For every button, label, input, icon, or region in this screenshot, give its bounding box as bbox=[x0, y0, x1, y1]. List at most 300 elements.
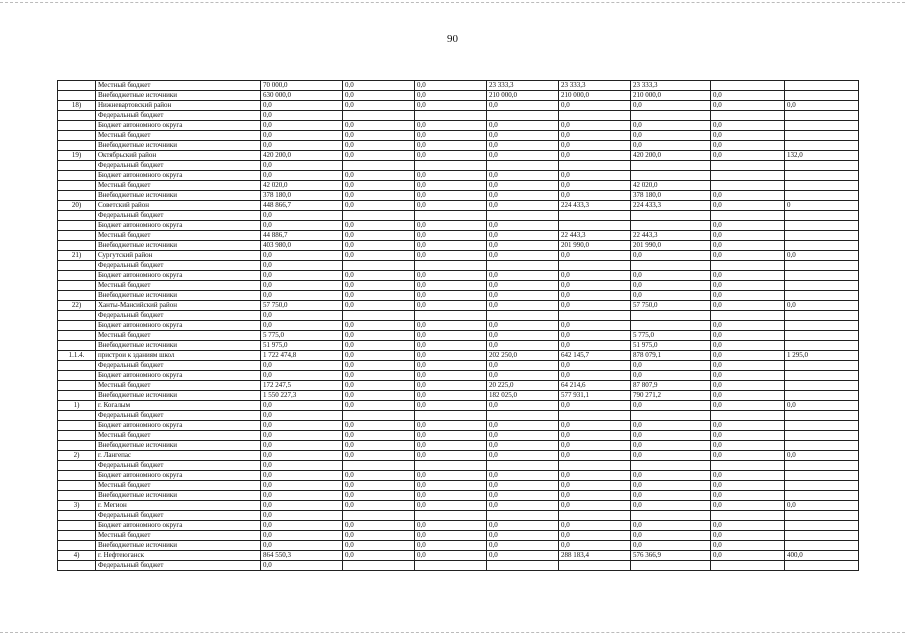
year-7-value-cell bbox=[785, 541, 859, 551]
table-row bbox=[58, 521, 859, 531]
row-index-cell: 22) bbox=[58, 301, 96, 311]
table-row bbox=[58, 471, 859, 481]
total-value-cell: 0,0 bbox=[261, 451, 343, 461]
year-2-value-cell bbox=[415, 161, 487, 171]
row-label-cell: Внебюджетные источники bbox=[96, 191, 261, 201]
year-6-value-cell bbox=[711, 211, 785, 221]
year-7-value-cell bbox=[785, 421, 859, 431]
year-4-value-cell: 0,0 bbox=[559, 181, 631, 191]
year-1-value-cell: 0,0 bbox=[343, 551, 415, 561]
year-6-value-cell bbox=[711, 81, 785, 91]
year-3-value-cell: 0,0 bbox=[487, 271, 559, 281]
row-index-cell bbox=[58, 461, 96, 471]
year-7-value-cell bbox=[785, 561, 859, 571]
year-4-value-cell: 0,0 bbox=[559, 121, 631, 131]
year-5-value-cell: 0,0 bbox=[631, 101, 711, 111]
row-label-cell: Местный бюджет bbox=[96, 431, 261, 441]
year-4-value-cell: 0,0 bbox=[559, 531, 631, 541]
year-2-value-cell: 0,0 bbox=[415, 291, 487, 301]
year-2-value-cell: 0,0 bbox=[415, 531, 487, 541]
total-value-cell: 378 180,0 bbox=[261, 191, 343, 201]
table-row bbox=[58, 301, 859, 311]
row-label-cell: Внебюджетные источники bbox=[96, 491, 261, 501]
year-1-value-cell: 0,0 bbox=[343, 241, 415, 251]
year-2-value-cell: 0,0 bbox=[415, 331, 487, 341]
year-3-value-cell: 0,0 bbox=[487, 421, 559, 431]
year-2-value-cell: 0,0 bbox=[415, 81, 487, 91]
row-index-cell: 3) bbox=[58, 501, 96, 511]
year-1-value-cell bbox=[343, 511, 415, 521]
row-index-cell bbox=[58, 121, 96, 131]
year-3-value-cell bbox=[487, 461, 559, 471]
year-3-value-cell: 182 025,0 bbox=[487, 391, 559, 401]
row-label-cell: Федеральный бюджет bbox=[96, 211, 261, 221]
row-index-cell bbox=[58, 521, 96, 531]
year-4-value-cell: 201 990,0 bbox=[559, 241, 631, 251]
total-value-cell: 0,0 bbox=[261, 541, 343, 551]
year-3-value-cell: 0,0 bbox=[487, 281, 559, 291]
year-5-value-cell bbox=[631, 111, 711, 121]
year-6-value-cell bbox=[711, 461, 785, 471]
total-value-cell: 0,0 bbox=[261, 131, 343, 141]
year-6-value-cell bbox=[711, 511, 785, 521]
year-2-value-cell: 0,0 bbox=[415, 471, 487, 481]
year-4-value-cell: 224 433,3 bbox=[559, 201, 631, 211]
table-row bbox=[58, 411, 859, 421]
year-3-value-cell: 0,0 bbox=[487, 241, 559, 251]
year-5-value-cell: 0,0 bbox=[631, 531, 711, 541]
table-row bbox=[58, 451, 859, 461]
total-value-cell: 0,0 bbox=[261, 461, 343, 471]
year-2-value-cell: 0,0 bbox=[415, 541, 487, 551]
year-7-value-cell bbox=[785, 531, 859, 541]
year-2-value-cell: 0,0 bbox=[415, 301, 487, 311]
row-label-cell: г. Мегион bbox=[96, 501, 261, 511]
year-6-value-cell bbox=[711, 311, 785, 321]
year-1-value-cell bbox=[343, 261, 415, 271]
year-4-value-cell: 0,0 bbox=[559, 151, 631, 161]
year-7-value-cell bbox=[785, 231, 859, 241]
year-4-value-cell: 0,0 bbox=[559, 371, 631, 381]
year-3-value-cell: 23 333,3 bbox=[487, 81, 559, 91]
row-index-cell bbox=[58, 441, 96, 451]
year-4-value-cell: 0,0 bbox=[559, 471, 631, 481]
total-value-cell: 1 722 474,8 bbox=[261, 351, 343, 361]
year-7-value-cell bbox=[785, 521, 859, 531]
year-5-value-cell bbox=[631, 311, 711, 321]
year-4-value-cell bbox=[559, 561, 631, 571]
row-label-cell: Внебюджетные источники bbox=[96, 91, 261, 101]
year-6-value-cell bbox=[711, 561, 785, 571]
year-2-value-cell: 0,0 bbox=[415, 251, 487, 261]
year-6-value-cell bbox=[711, 161, 785, 171]
total-value-cell: 0,0 bbox=[261, 121, 343, 131]
year-3-value-cell bbox=[487, 261, 559, 271]
year-1-value-cell: 0,0 bbox=[343, 451, 415, 461]
year-5-value-cell: 0,0 bbox=[631, 401, 711, 411]
year-3-value-cell: 0,0 bbox=[487, 481, 559, 491]
total-value-cell: 448 866,7 bbox=[261, 201, 343, 211]
year-2-value-cell: 0,0 bbox=[415, 201, 487, 211]
row-label-cell: Местный бюджет bbox=[96, 381, 261, 391]
scan-top-edge bbox=[0, 2, 905, 3]
year-7-value-cell bbox=[785, 141, 859, 151]
year-3-value-cell: 0,0 bbox=[487, 501, 559, 511]
year-3-value-cell: 0,0 bbox=[487, 551, 559, 561]
row-label-cell: Бюджет автономного округа bbox=[96, 121, 261, 131]
year-5-value-cell: 0,0 bbox=[631, 421, 711, 431]
year-7-value-cell bbox=[785, 291, 859, 301]
table-row bbox=[58, 321, 859, 331]
row-index-cell: 4) bbox=[58, 551, 96, 561]
year-5-value-cell: 0,0 bbox=[631, 521, 711, 531]
year-5-value-cell: 0,0 bbox=[631, 451, 711, 461]
year-3-value-cell: 0,0 bbox=[487, 331, 559, 341]
year-3-value-cell: 0,0 bbox=[487, 521, 559, 531]
year-6-value-cell bbox=[711, 411, 785, 421]
year-4-value-cell: 0,0 bbox=[559, 341, 631, 351]
year-2-value-cell bbox=[415, 111, 487, 121]
year-7-value-cell bbox=[785, 331, 859, 341]
year-5-value-cell: 210 000,0 bbox=[631, 91, 711, 101]
year-4-value-cell: 0,0 bbox=[559, 251, 631, 261]
year-2-value-cell bbox=[415, 261, 487, 271]
table-row bbox=[58, 201, 859, 211]
year-1-value-cell: 0,0 bbox=[343, 121, 415, 131]
row-index-cell bbox=[58, 111, 96, 121]
year-6-value-cell bbox=[711, 181, 785, 191]
year-5-value-cell: 23 333,3 bbox=[631, 81, 711, 91]
year-5-value-cell: 0,0 bbox=[631, 441, 711, 451]
year-7-value-cell bbox=[785, 121, 859, 131]
table-row bbox=[58, 361, 859, 371]
table-row bbox=[58, 221, 859, 231]
year-1-value-cell: 0,0 bbox=[343, 381, 415, 391]
year-3-value-cell: 0,0 bbox=[487, 251, 559, 261]
year-4-value-cell: 23 333,3 bbox=[559, 81, 631, 91]
total-value-cell: 0,0 bbox=[261, 521, 343, 531]
year-4-value-cell: 0,0 bbox=[559, 491, 631, 501]
year-1-value-cell: 0,0 bbox=[343, 171, 415, 181]
row-label-cell: Внебюджетные источники bbox=[96, 141, 261, 151]
year-4-value-cell: 0,0 bbox=[559, 451, 631, 461]
row-label-cell: г. Нефтеюганск bbox=[96, 551, 261, 561]
year-4-value-cell: 0,0 bbox=[559, 141, 631, 151]
year-1-value-cell: 0,0 bbox=[343, 441, 415, 451]
year-2-value-cell: 0,0 bbox=[415, 341, 487, 351]
year-7-value-cell bbox=[785, 371, 859, 381]
table-row bbox=[58, 191, 859, 201]
table-row bbox=[58, 351, 859, 361]
year-4-value-cell bbox=[559, 211, 631, 221]
year-4-value-cell: 0,0 bbox=[559, 421, 631, 431]
year-1-value-cell: 0,0 bbox=[343, 321, 415, 331]
year-7-value-cell bbox=[785, 131, 859, 141]
table-row bbox=[58, 81, 859, 91]
year-5-value-cell: 22 443,3 bbox=[631, 231, 711, 241]
row-index-cell bbox=[58, 231, 96, 241]
row-index-cell bbox=[58, 321, 96, 331]
year-6-value-cell: 0,0 bbox=[711, 231, 785, 241]
year-1-value-cell: 0,0 bbox=[343, 81, 415, 91]
year-5-value-cell: 0,0 bbox=[631, 471, 711, 481]
year-2-value-cell: 0,0 bbox=[415, 321, 487, 331]
year-3-value-cell: 0,0 bbox=[487, 121, 559, 131]
total-value-cell: 0,0 bbox=[261, 161, 343, 171]
year-6-value-cell: 0,0 bbox=[711, 131, 785, 141]
row-label-cell: Местный бюджет bbox=[96, 81, 261, 91]
row-label-cell: Местный бюджет bbox=[96, 131, 261, 141]
table-row bbox=[58, 331, 859, 341]
year-4-value-cell: 0,0 bbox=[559, 541, 631, 551]
year-1-value-cell: 0,0 bbox=[343, 491, 415, 501]
row-label-cell: Советский район bbox=[96, 201, 261, 211]
year-3-value-cell bbox=[487, 311, 559, 321]
row-label-cell: Федеральный бюджет bbox=[96, 161, 261, 171]
year-5-value-cell: 0,0 bbox=[631, 251, 711, 261]
year-4-value-cell: 0,0 bbox=[559, 281, 631, 291]
year-7-value-cell: 0 bbox=[785, 201, 859, 211]
year-5-value-cell: 0,0 bbox=[631, 371, 711, 381]
row-label-cell: Октябрьский район bbox=[96, 151, 261, 161]
year-2-value-cell: 0,0 bbox=[415, 101, 487, 111]
year-1-value-cell bbox=[343, 161, 415, 171]
total-value-cell: 864 550,3 bbox=[261, 551, 343, 561]
year-4-value-cell: 0,0 bbox=[559, 131, 631, 141]
year-1-value-cell: 0,0 bbox=[343, 421, 415, 431]
budget-table bbox=[57, 80, 859, 571]
year-7-value-cell bbox=[785, 361, 859, 371]
year-2-value-cell: 0,0 bbox=[415, 141, 487, 151]
year-5-value-cell: 790 271,2 bbox=[631, 391, 711, 401]
year-7-value-cell bbox=[785, 91, 859, 101]
table-row bbox=[58, 91, 859, 101]
year-3-value-cell: 0,0 bbox=[487, 371, 559, 381]
year-7-value-cell bbox=[785, 311, 859, 321]
year-3-value-cell: 202 250,0 bbox=[487, 351, 559, 361]
table-row bbox=[58, 341, 859, 351]
total-value-cell: 42 020,0 bbox=[261, 181, 343, 191]
year-1-value-cell: 0,0 bbox=[343, 301, 415, 311]
total-value-cell: 0,0 bbox=[261, 411, 343, 421]
table-row bbox=[58, 261, 859, 271]
year-5-value-cell: 0,0 bbox=[631, 491, 711, 501]
row-index-cell bbox=[58, 261, 96, 271]
year-4-value-cell: 0,0 bbox=[559, 361, 631, 371]
total-value-cell: 0,0 bbox=[261, 371, 343, 381]
year-4-value-cell: 0,0 bbox=[559, 501, 631, 511]
year-6-value-cell: 0,0 bbox=[711, 551, 785, 561]
year-7-value-cell bbox=[785, 161, 859, 171]
total-value-cell: 0,0 bbox=[261, 511, 343, 521]
row-label-cell: Бюджет автономного округа bbox=[96, 321, 261, 331]
year-3-value-cell bbox=[487, 411, 559, 421]
year-7-value-cell bbox=[785, 441, 859, 451]
year-7-value-cell bbox=[785, 471, 859, 481]
year-4-value-cell: 64 214,6 bbox=[559, 381, 631, 391]
year-3-value-cell: 0,0 bbox=[487, 361, 559, 371]
year-2-value-cell: 0,0 bbox=[415, 91, 487, 101]
year-2-value-cell: 0,0 bbox=[415, 521, 487, 531]
year-2-value-cell: 0,0 bbox=[415, 191, 487, 201]
year-7-value-cell bbox=[785, 481, 859, 491]
year-5-value-cell: 0,0 bbox=[631, 481, 711, 491]
row-label-cell: Ханты-Мансийский район bbox=[96, 301, 261, 311]
total-value-cell: 0,0 bbox=[261, 531, 343, 541]
year-4-value-cell bbox=[559, 461, 631, 471]
year-5-value-cell bbox=[631, 461, 711, 471]
row-label-cell: Федеральный бюджет bbox=[96, 461, 261, 471]
year-6-value-cell: 0,0 bbox=[711, 331, 785, 341]
year-4-value-cell: 0,0 bbox=[559, 171, 631, 181]
year-7-value-cell bbox=[785, 81, 859, 91]
year-1-value-cell: 0,0 bbox=[343, 331, 415, 341]
year-6-value-cell: 0,0 bbox=[711, 541, 785, 551]
row-label-cell: Федеральный бюджет bbox=[96, 361, 261, 371]
table-row bbox=[58, 241, 859, 251]
row-index-cell bbox=[58, 241, 96, 251]
year-5-value-cell: 0,0 bbox=[631, 541, 711, 551]
total-value-cell: 5 775,0 bbox=[261, 331, 343, 341]
table-row bbox=[58, 121, 859, 131]
year-3-value-cell: 0,0 bbox=[487, 181, 559, 191]
year-5-value-cell: 5 775,0 bbox=[631, 331, 711, 341]
row-label-cell: Бюджет автономного округа bbox=[96, 171, 261, 181]
row-label-cell: Внебюджетные источники bbox=[96, 341, 261, 351]
row-label-cell: г. Когалым bbox=[96, 401, 261, 411]
year-1-value-cell bbox=[343, 561, 415, 571]
total-value-cell: 0,0 bbox=[261, 141, 343, 151]
year-6-value-cell: 0,0 bbox=[711, 491, 785, 501]
year-2-value-cell: 0,0 bbox=[415, 501, 487, 511]
row-label-cell: Нижневартовский район bbox=[96, 101, 261, 111]
year-6-value-cell: 0,0 bbox=[711, 381, 785, 391]
year-3-value-cell: 0,0 bbox=[487, 131, 559, 141]
row-index-cell: 1.1.4. bbox=[58, 351, 96, 361]
row-index-cell bbox=[58, 171, 96, 181]
year-6-value-cell: 0,0 bbox=[711, 501, 785, 511]
year-6-value-cell: 0,0 bbox=[711, 531, 785, 541]
year-7-value-cell: 0,0 bbox=[785, 301, 859, 311]
year-7-value-cell bbox=[785, 431, 859, 441]
row-index-cell bbox=[58, 381, 96, 391]
year-7-value-cell: 0,0 bbox=[785, 251, 859, 261]
year-3-value-cell: 0,0 bbox=[487, 231, 559, 241]
row-index-cell bbox=[58, 531, 96, 541]
row-label-cell: Местный бюджет bbox=[96, 531, 261, 541]
year-3-value-cell: 0,0 bbox=[487, 531, 559, 541]
year-6-value-cell: 0,0 bbox=[711, 151, 785, 161]
year-4-value-cell: 22 443,3 bbox=[559, 231, 631, 241]
year-4-value-cell: 0,0 bbox=[559, 431, 631, 441]
row-index-cell bbox=[58, 191, 96, 201]
table-row bbox=[58, 431, 859, 441]
year-3-value-cell: 0,0 bbox=[487, 321, 559, 331]
year-5-value-cell bbox=[631, 511, 711, 521]
row-index-cell bbox=[58, 361, 96, 371]
year-1-value-cell: 0,0 bbox=[343, 431, 415, 441]
year-6-value-cell: 0,0 bbox=[711, 141, 785, 151]
year-5-value-cell: 0,0 bbox=[631, 281, 711, 291]
year-4-value-cell: 288 183,4 bbox=[559, 551, 631, 561]
year-5-value-cell: 878 079,1 bbox=[631, 351, 711, 361]
table-row bbox=[58, 171, 859, 181]
year-2-value-cell: 0,0 bbox=[415, 271, 487, 281]
year-7-value-cell bbox=[785, 391, 859, 401]
year-7-value-cell bbox=[785, 181, 859, 191]
year-4-value-cell: 0,0 bbox=[559, 301, 631, 311]
row-index-cell bbox=[58, 281, 96, 291]
year-3-value-cell: 0,0 bbox=[487, 151, 559, 161]
year-2-value-cell: 0,0 bbox=[415, 451, 487, 461]
year-5-value-cell bbox=[631, 261, 711, 271]
row-index-cell bbox=[58, 541, 96, 551]
year-4-value-cell: 642 145,7 bbox=[559, 351, 631, 361]
total-value-cell: 0,0 bbox=[261, 281, 343, 291]
year-3-value-cell: 0,0 bbox=[487, 221, 559, 231]
row-index-cell bbox=[58, 181, 96, 191]
year-2-value-cell: 0,0 bbox=[415, 401, 487, 411]
year-7-value-cell bbox=[785, 281, 859, 291]
year-6-value-cell: 0,0 bbox=[711, 471, 785, 481]
year-4-value-cell: 0,0 bbox=[559, 271, 631, 281]
year-2-value-cell: 0,0 bbox=[415, 551, 487, 561]
year-1-value-cell: 0,0 bbox=[343, 251, 415, 261]
row-index-cell: 18) bbox=[58, 101, 96, 111]
total-value-cell: 57 750,0 bbox=[261, 301, 343, 311]
year-1-value-cell bbox=[343, 111, 415, 121]
table-row bbox=[58, 151, 859, 161]
table-row bbox=[58, 441, 859, 451]
year-6-value-cell: 0,0 bbox=[711, 441, 785, 451]
table-row bbox=[58, 281, 859, 291]
year-7-value-cell: 0,0 bbox=[785, 401, 859, 411]
total-value-cell: 0,0 bbox=[261, 211, 343, 221]
year-7-value-cell bbox=[785, 461, 859, 471]
table-row bbox=[58, 421, 859, 431]
row-label-cell: Бюджет автономного округа bbox=[96, 471, 261, 481]
year-1-value-cell: 0,0 bbox=[343, 391, 415, 401]
year-4-value-cell bbox=[559, 411, 631, 421]
year-4-value-cell: 0,0 bbox=[559, 101, 631, 111]
year-3-value-cell: 0,0 bbox=[487, 191, 559, 201]
row-label-cell: Местный бюджет bbox=[96, 481, 261, 491]
year-1-value-cell: 0,0 bbox=[343, 521, 415, 531]
total-value-cell: 0,0 bbox=[261, 221, 343, 231]
year-5-value-cell: 57 750,0 bbox=[631, 301, 711, 311]
row-label-cell: Федеральный бюджет bbox=[96, 561, 261, 571]
year-1-value-cell: 0,0 bbox=[343, 281, 415, 291]
row-index-cell bbox=[58, 211, 96, 221]
year-7-value-cell: 400,0 bbox=[785, 551, 859, 561]
row-label-cell: г. Лангепас bbox=[96, 451, 261, 461]
row-index-cell: 2) bbox=[58, 451, 96, 461]
year-6-value-cell: 0,0 bbox=[711, 241, 785, 251]
total-value-cell: 0,0 bbox=[261, 481, 343, 491]
total-value-cell: 0,0 bbox=[261, 401, 343, 411]
table-row bbox=[58, 211, 859, 221]
year-1-value-cell bbox=[343, 211, 415, 221]
total-value-cell: 0,0 bbox=[261, 251, 343, 261]
year-2-value-cell bbox=[415, 411, 487, 421]
row-index-cell: 1) bbox=[58, 401, 96, 411]
year-5-value-cell bbox=[631, 321, 711, 331]
total-value-cell: 0,0 bbox=[261, 311, 343, 321]
row-label-cell: Бюджет автономного округа bbox=[96, 521, 261, 531]
year-4-value-cell: 0,0 bbox=[559, 331, 631, 341]
table-row bbox=[58, 141, 859, 151]
row-label-cell: Федеральный бюджет bbox=[96, 111, 261, 121]
